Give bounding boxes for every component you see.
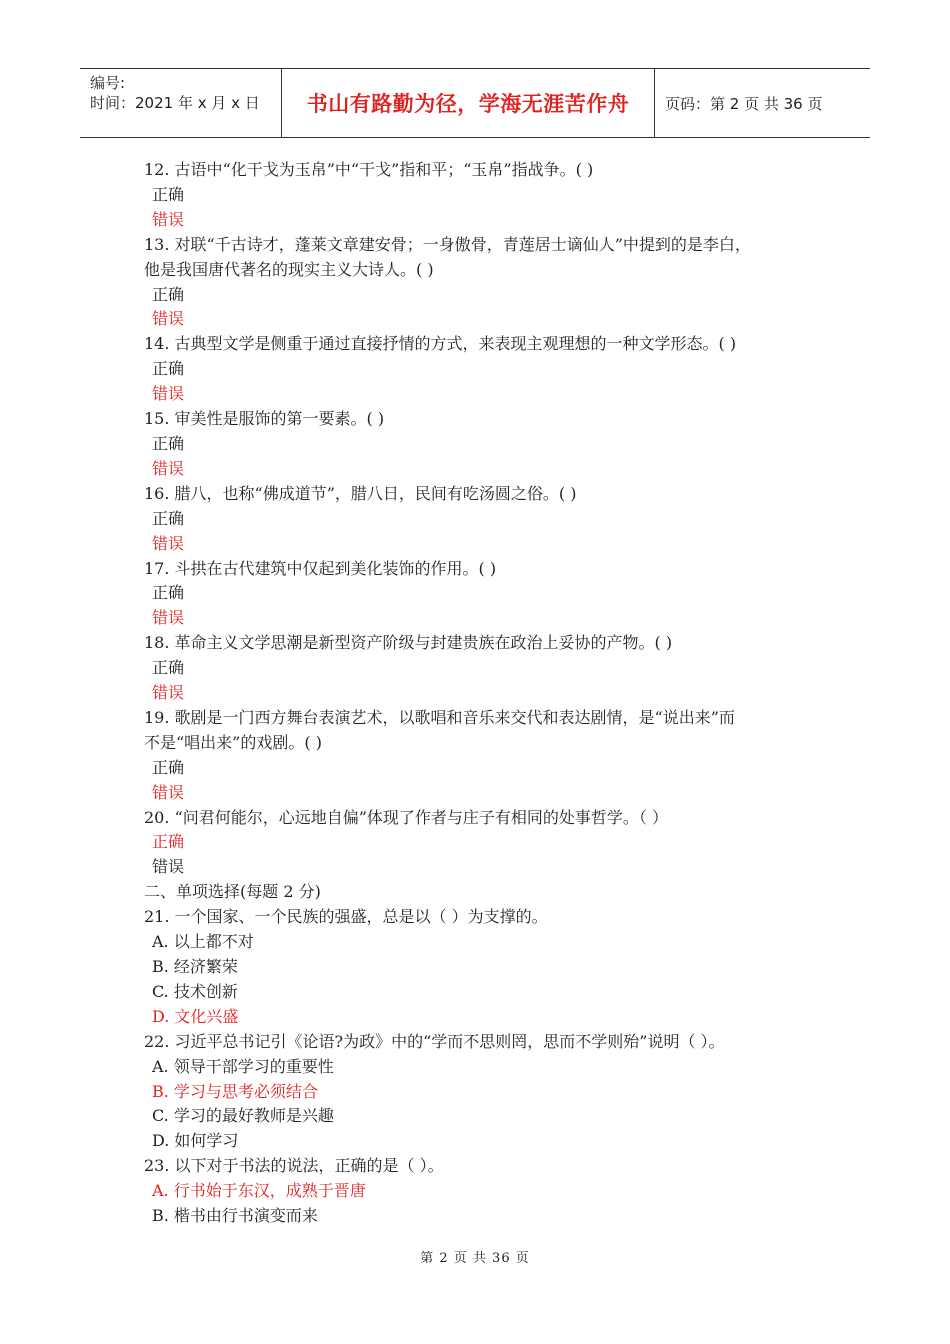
document-body (144, 158, 824, 1229)
answer-option: 正确 (152, 433, 185, 453)
page-header (80, 68, 870, 138)
answer-option: A. 领导干部学习的重要性 (152, 1056, 334, 1076)
answer-option: 错误 (152, 309, 185, 329)
answer-option: 正确 (152, 832, 185, 852)
answer-option: 正确 (152, 658, 185, 678)
answer-option: 正确 (152, 359, 185, 379)
answer-option: D. 文化兴盛 (152, 1006, 239, 1026)
answer-option: 错误 (152, 608, 185, 628)
header-page-label: 页码：第 2 页 共 36 页 (665, 94, 823, 113)
answer-option: C. 技术创新 (152, 981, 238, 1001)
answer-option: A. 行书始于东汉，成熟于晋唐 (152, 1181, 366, 1201)
answer-option: 错误 (152, 458, 185, 478)
question-line: 他是我国唐代著名的现实主义大诗人。( ) (144, 259, 434, 279)
answer-option: 正确 (152, 184, 185, 204)
header-motto: 书山有路勤为径，学海无涯苦作舟 (282, 69, 655, 137)
question-line: 不是“唱出来”的戏剧。( ) (144, 732, 322, 752)
answer-option: A. 以上都不对 (152, 932, 254, 952)
answer-option: 错误 (152, 533, 185, 553)
question-line: 15. 审美性是服饰的第一要素。( ) (144, 409, 385, 429)
number-label: 编号: (90, 74, 126, 92)
question-line: 23. 以下对于书法的说法，正确的是（ ）。 (144, 1156, 444, 1176)
answer-option: 正确 (152, 284, 185, 304)
answer-option: D. 如何学习 (152, 1131, 239, 1151)
answer-option: B. 学习与思考必须结合 (152, 1081, 318, 1101)
answer-option: B. 楷书由行书演变而来 (152, 1206, 318, 1226)
question-line: 22. 习近平总书记引《论语?为政》中的“学而不思则罔，思而不学则殆”说明（ ）。 (144, 1031, 725, 1051)
question-line: 19. 歌剧是一门西方舞台表演艺术，以歌唱和音乐来交代和表达剧情，是“说出来”而 (144, 707, 735, 727)
answer-option: 错误 (152, 209, 185, 229)
answer-option: 错误 (152, 782, 185, 802)
question-line: 12. 古语中“化干戈为玉帛”中“干戈”指和平；“玉帛”指战争。( ) (144, 160, 594, 179)
question-line: 21. 一个国家、一个民族的强盛，总是以（ ）为支撑的。 (144, 907, 548, 927)
answer-option: 正确 (152, 757, 185, 777)
answer-option: 错误 (152, 384, 185, 404)
question-line: 二、单项选择(每题 2 分) (144, 882, 321, 902)
question-line: 20. “问君何能尔，心远地自偏”体现了作者与庄子有相同的处事哲学。（ ） (144, 807, 668, 827)
answer-option: 正确 (152, 508, 185, 528)
answer-option: 错误 (152, 683, 185, 703)
answer-option: 正确 (152, 583, 185, 603)
answer-option: C. 学习的最好教师是兴趣 (152, 1106, 334, 1126)
header-meta (80, 69, 282, 137)
question-line: 18. 革命主义文学思潮是新型资产阶级与封建贵族在政治上妥协的产物。( ) (144, 633, 673, 653)
question-line: 17. 斗拱在古代建筑中仅起到美化装饰的作用。( ) (144, 558, 497, 578)
question-line: 16. 腊八，也称“佛成道节”，腊八日，民间有吃汤圆之俗。( ) (144, 483, 577, 503)
question-line: 13. 对联“千古诗才，蓬莱文章建安骨；一身傲骨，青莲居士谪仙人”中提到的是李白， (144, 234, 751, 254)
answer-option: B. 经济繁荣 (152, 957, 238, 976)
page-footer: 第 2 页 共 36 页 (420, 1251, 530, 1266)
time-label: 时间：2021 年 x 月 x 日 (90, 94, 260, 112)
answer-option: 错误 (152, 857, 185, 877)
question-line: 14. 古典型文学是侧重于通过直接抒情的方式，来表现主观理想的一种文学形态。( ) (144, 334, 737, 354)
